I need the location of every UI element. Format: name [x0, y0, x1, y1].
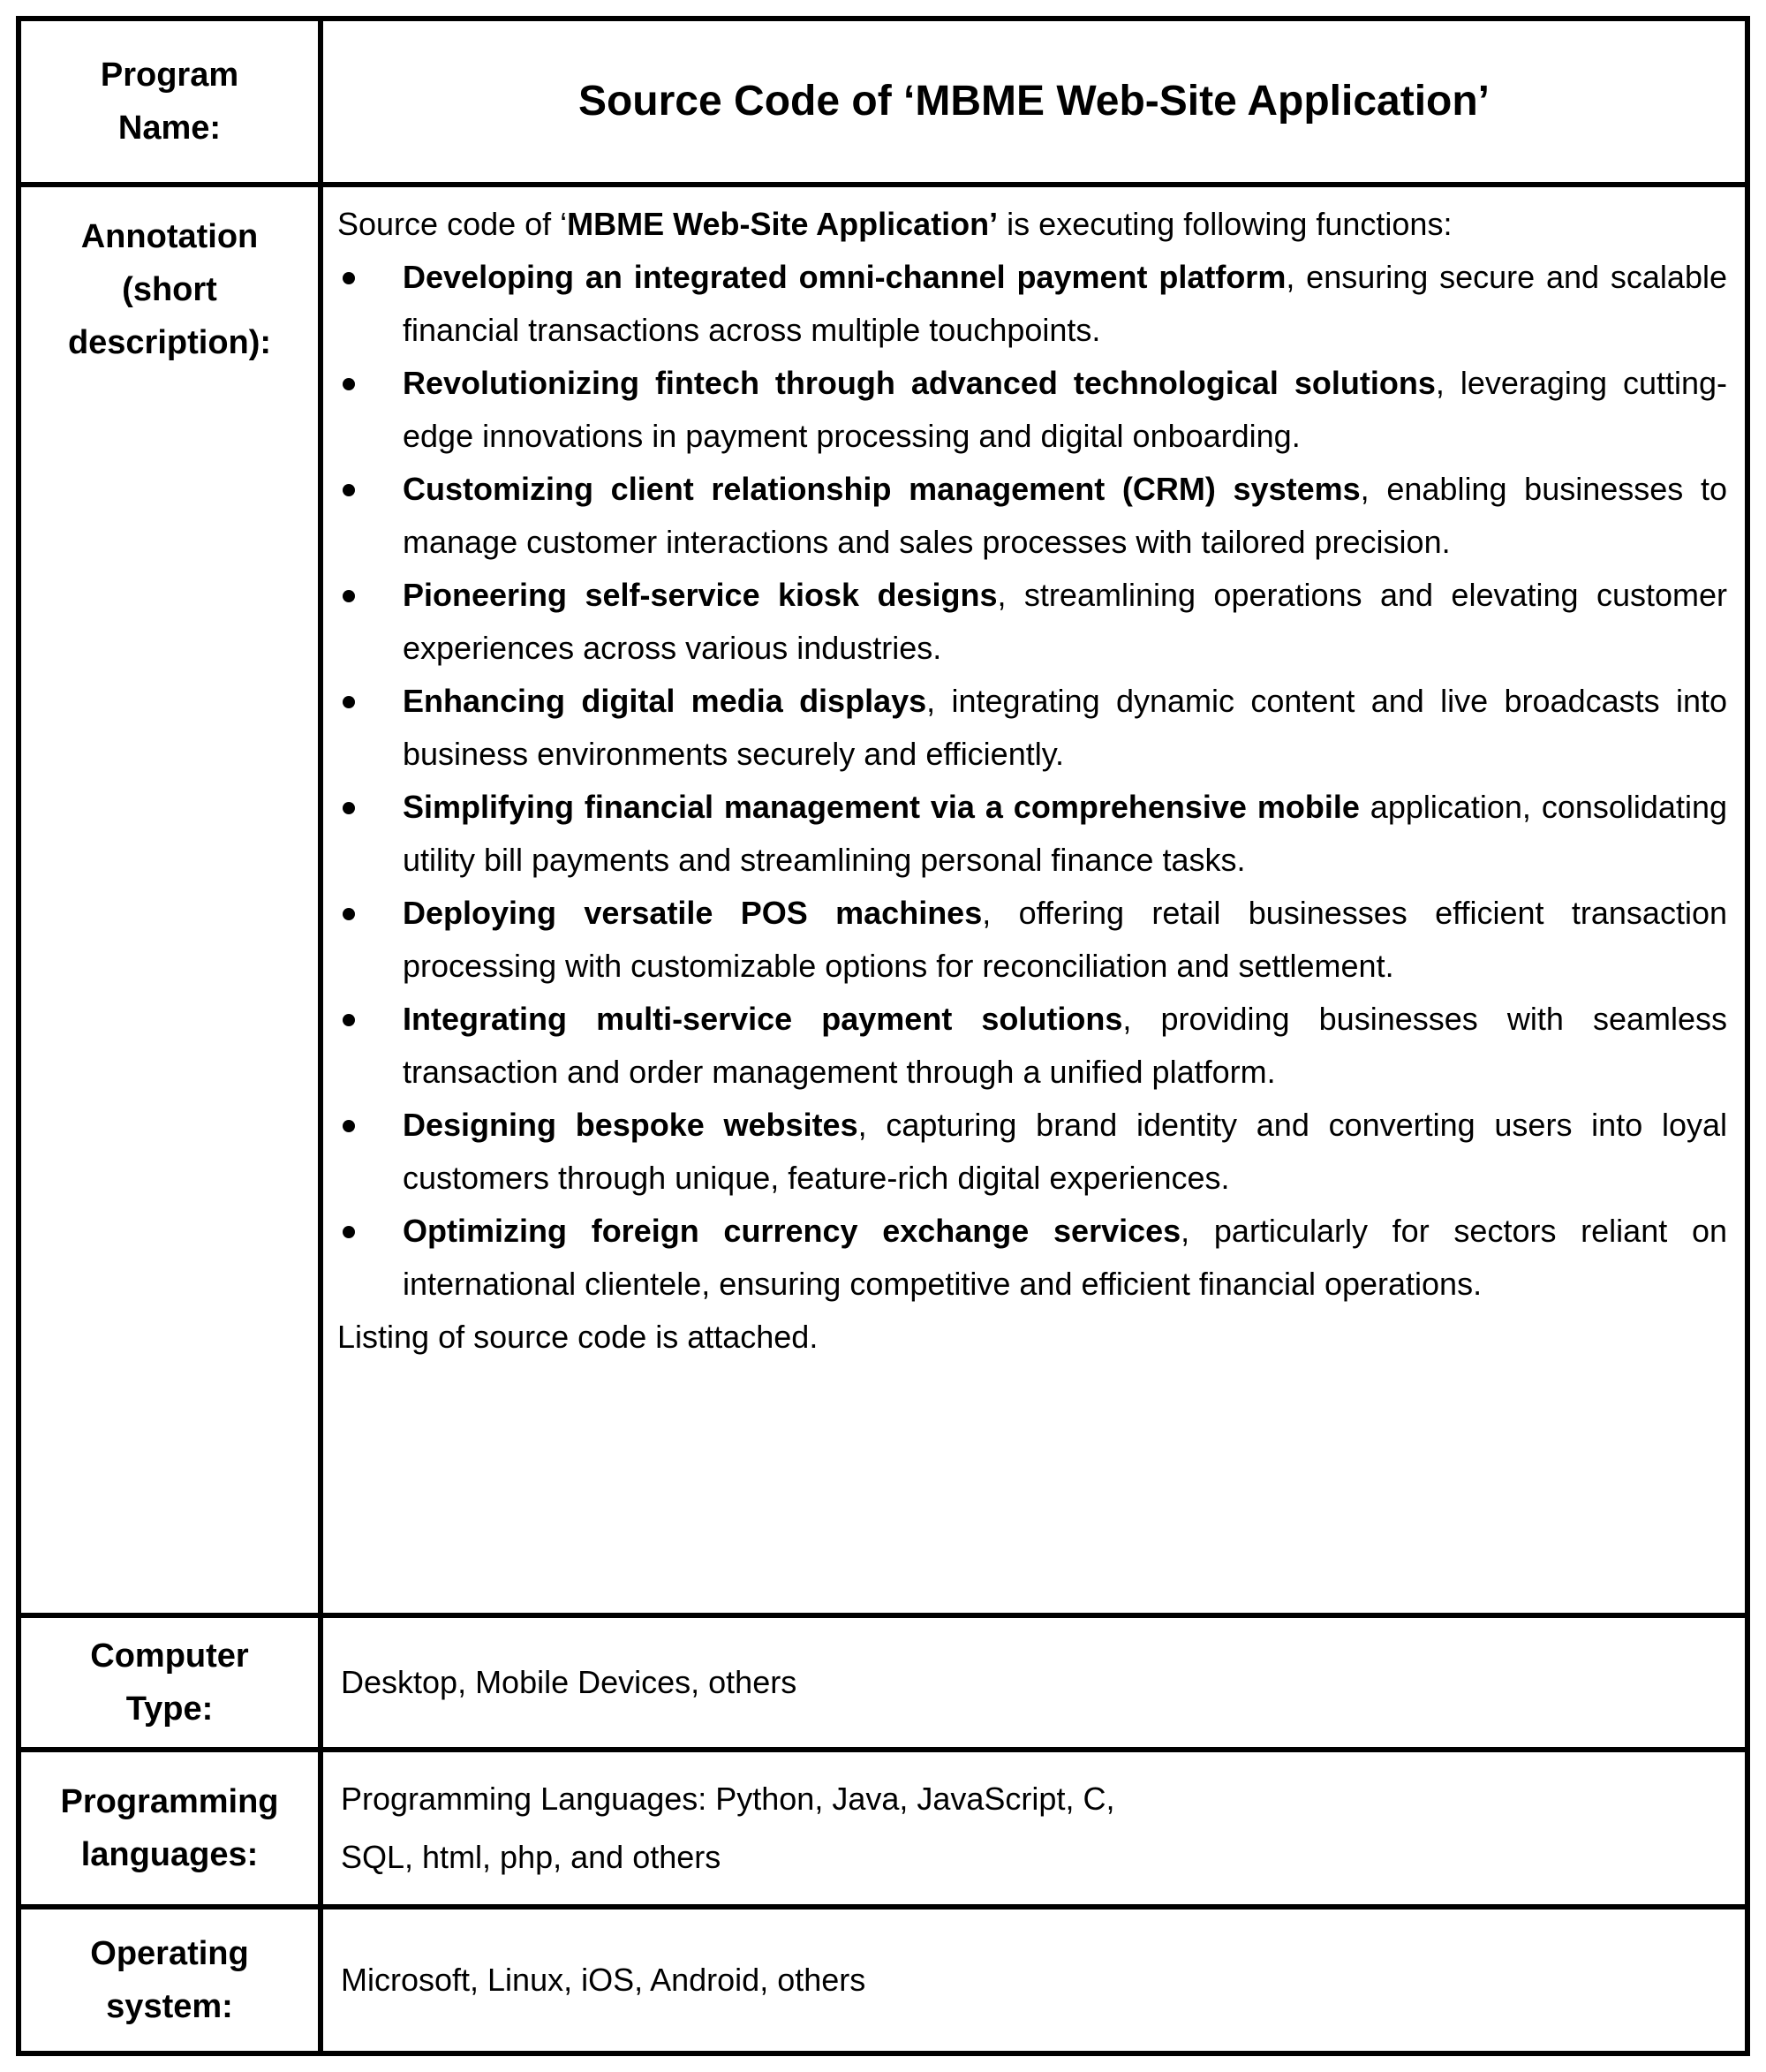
bullet-lead: Designing bespoke websites	[403, 1107, 858, 1144]
bullet-item	[337, 675, 1727, 781]
computer-type-label-cell	[19, 1615, 321, 1750]
computer-type-label-line-1: Computer	[90, 1637, 249, 1675]
operating-system-label-cell	[19, 1907, 321, 2053]
bullet-item	[337, 463, 1727, 569]
annotation-intro-suffix: is executing following functions:	[998, 206, 1453, 243]
bullet-rest: , providing businesses with seamless transaction and order management through a unified platform.	[403, 1001, 1727, 1091]
annotation-label-line-3: description):	[67, 324, 272, 362]
bullet-item	[337, 1099, 1727, 1205]
operating-system-value: Microsoft, Linux, iOS, Android, others	[341, 1961, 866, 1998]
bullet-rest: , integrating dynamic content and live broadcasts into business environments securely and efficiently.	[403, 683, 1727, 773]
computer-type-label-line-2: Type:	[125, 1690, 214, 1728]
program-title-cell	[321, 19, 1747, 185]
bullet-rest: , ensuring secure and scalable financial transactions across multiple touchpoints.	[403, 259, 1727, 349]
bullet-lead: Customizing client relationship management (CRM) systems	[403, 471, 1361, 508]
row-program-name	[19, 19, 1747, 185]
row-computer-type	[19, 1615, 1747, 1750]
annotation-closing: Listing of source code is attached.	[337, 1319, 819, 1356]
operating-system-label-line-2: system:	[106, 1987, 233, 2025]
annotation-intro-prefix: Source code of ‘	[337, 206, 568, 243]
bullet-item	[337, 357, 1727, 463]
bullet-item	[337, 569, 1727, 675]
program-name-label-line-2: Name:	[117, 110, 222, 147]
programming-languages-value-cell	[321, 1750, 1747, 1907]
bullet-item	[337, 251, 1727, 357]
bullet-list	[337, 251, 1727, 1311]
operating-system-value-cell	[321, 1907, 1747, 2053]
annotation-label-line-2: (short	[122, 271, 217, 309]
bullet-item	[337, 781, 1727, 887]
programming-languages-label-line-2: languages:	[80, 1835, 259, 1873]
computer-type-value: Desktop, Mobile Devices, others	[341, 1663, 797, 1700]
bullet-lead: Enhancing digital media displays	[403, 683, 927, 720]
bullet-lead: Pioneering self-service kiosk designs	[403, 577, 998, 614]
annotation-label-line-1: Annotation	[80, 218, 259, 256]
bullet-lead: Simplifying financial management via a comprehensive mobile	[403, 789, 1360, 826]
annotation-intro	[337, 198, 1727, 251]
bullet-rest: , leveraging cutting-edge innovations in payment processing and digital onboarding.	[403, 365, 1727, 455]
bullet-lead: Developing an integrated omni-channel payment platform	[403, 259, 1287, 296]
annotation-intro-bold: MBME Web-Site Application’	[567, 206, 999, 243]
programming-languages-value-line-2: SQL, html, php, and others	[341, 1838, 721, 1875]
bullet-rest: , offering retail businesses efficient transaction processing with customizable options for reconciliation and settlement.	[403, 895, 1727, 985]
bullet-lead: Deploying versatile POS machines	[403, 895, 983, 932]
bullet-lead: Optimizing foreign currency exchange services	[403, 1213, 1181, 1250]
program-name-label-cell	[19, 19, 321, 185]
annotation-content-cell	[321, 185, 1747, 1615]
row-annotation	[19, 185, 1747, 1615]
bullet-item	[337, 1205, 1727, 1311]
program-title: Source Code of ‘MBME Web-Site Application’	[577, 78, 1491, 125]
annotation-label-cell	[19, 185, 321, 1615]
bullet-lead: Revolutionizing fintech through advanced technological solutions	[403, 365, 1436, 402]
program-name-label-line-1: Program	[100, 57, 239, 95]
operating-system-label-line-1: Operating	[90, 1934, 249, 1972]
bullet-rest: application, consolidating utility bill payments and streamlining personal finance tasks.	[403, 789, 1727, 879]
programming-languages-value-line-1: Programming Languages: Python, Java, JavaScript, C,	[341, 1780, 1115, 1817]
bullet-item	[337, 993, 1727, 1099]
computer-type-value-cell	[321, 1615, 1747, 1750]
bullet-lead: Integrating multi-service payment solutions	[403, 1001, 1123, 1038]
row-operating-system	[19, 1907, 1747, 2053]
bullet-rest: , streamlining operations and elevating customer experiences across various industries.	[403, 577, 1727, 667]
row-programming-languages	[19, 1750, 1747, 1907]
programming-languages-label-line-1: Programming	[60, 1782, 279, 1820]
bullet-rest: , capturing brand identity and converting users into loyal customers through unique, feature-rich digital experiences.	[403, 1107, 1727, 1197]
programming-languages-label-cell	[19, 1750, 321, 1907]
program-info-table	[16, 16, 1750, 2056]
bullet-rest: , particularly for sectors reliant on international clientele, ensuring competitive and efficient financial operations.	[403, 1213, 1727, 1303]
bullet-rest: , enabling businesses to manage customer interactions and sales processes with tailored precision.	[403, 471, 1727, 561]
bullet-item	[337, 887, 1727, 993]
